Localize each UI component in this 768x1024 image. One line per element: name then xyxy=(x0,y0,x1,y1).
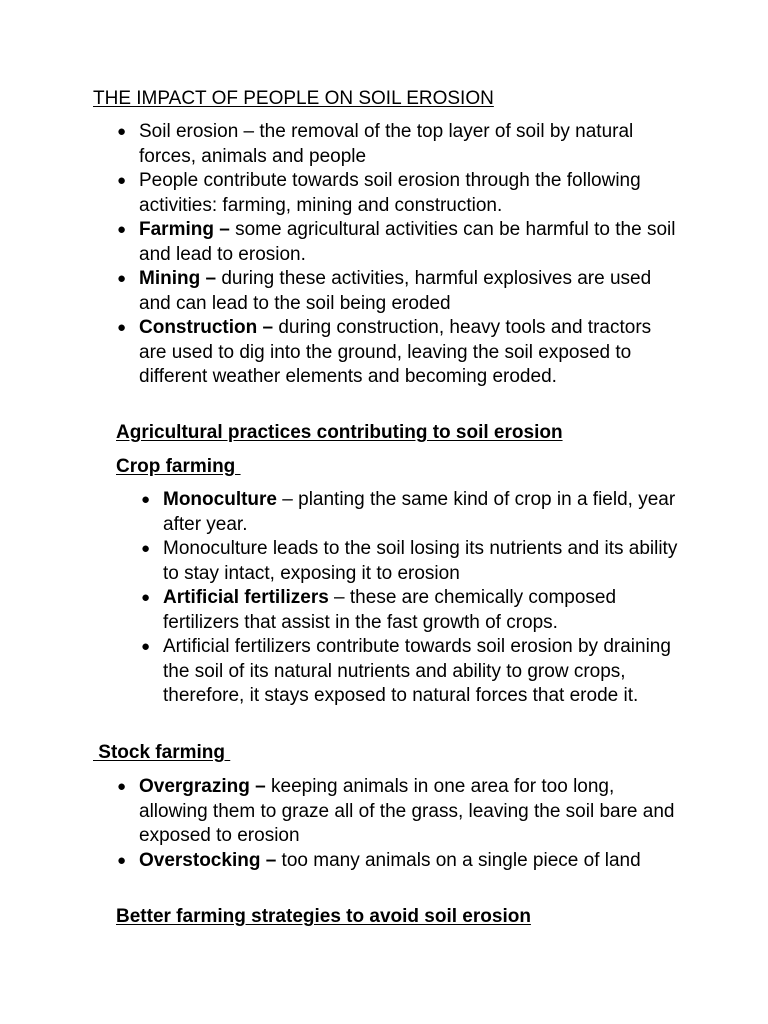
list-item-text: – planting the same kind of crop in a field, year after year. xyxy=(163,489,676,535)
list-item xyxy=(117,775,679,849)
heading-stock-farming: Stock farming xyxy=(93,742,231,763)
bullet-icon: ● xyxy=(117,221,127,238)
list-item-text: keeping animals in one area for too long, allowing them to graze all of the grass, leaving the soil bare and exposed to erosion xyxy=(139,776,675,846)
list-item xyxy=(141,488,693,537)
bullet-icon: ● xyxy=(117,270,127,287)
bullet-icon: ● xyxy=(141,540,151,557)
list-item-text: Monoculture leads to the soil losing its nutrients and its ability to stay intact, exposing it to erosion xyxy=(163,538,678,584)
list-item-text: People contribute towards soil erosion through the following activities: farming, mining and construction. xyxy=(139,170,641,216)
bullet-icon: ● xyxy=(141,491,151,508)
intro-bullet-list xyxy=(117,120,679,390)
list-item-term: Mining – xyxy=(139,268,217,289)
list-item-text: during these activities, harmful explosives are used and can lead to the soil being eroded xyxy=(139,268,652,314)
list-item xyxy=(141,537,693,586)
bullet-icon: ● xyxy=(117,778,127,795)
list-item-term: Monoculture xyxy=(163,489,277,510)
heading-agricultural-practices: Agricultural practices contributing to soil erosion xyxy=(116,422,563,443)
list-item xyxy=(141,635,693,709)
list-item-text: some agricultural activities can be harmful to the soil and lead to erosion. xyxy=(139,219,676,265)
bullet-icon: ● xyxy=(117,172,127,189)
stock-farming-bullet-list xyxy=(117,775,679,873)
list-item xyxy=(117,316,679,390)
list-item xyxy=(117,120,679,169)
list-item-text: Artificial fertilizers contribute towards soil erosion by draining the soil of its natural nutrients and ability to grow crops, therefore, it stays exposed to natural forces that erode it. xyxy=(163,636,671,706)
list-item-term: Artificial fertilizers xyxy=(163,587,329,608)
heading-better-farming-strategies: Better farming strategies to avoid soil erosion xyxy=(116,906,531,927)
list-item xyxy=(117,849,679,874)
list-item xyxy=(117,267,679,316)
bullet-icon: ● xyxy=(117,319,127,336)
list-item xyxy=(141,586,693,635)
list-item-text: too many animals on a single piece of land xyxy=(276,849,641,871)
list-item-term: Overgrazing – xyxy=(139,776,266,797)
list-item-text: during construction, heavy tools and tractors are used to dig into the ground, leaving the soil exposed to different weather elements and becoming eroded. xyxy=(139,317,652,387)
document-title: THE IMPACT OF PEOPLE ON SOIL EROSION xyxy=(93,88,494,109)
list-item-term: Overstocking – xyxy=(139,849,277,871)
bullet-icon: ● xyxy=(141,638,151,655)
list-item-text: Soil erosion – the removal of the top layer of soil by natural forces, animals and people xyxy=(139,121,634,167)
heading-crop-farming: Crop farming xyxy=(116,456,241,477)
list-item-term: Construction – xyxy=(139,317,274,338)
list-item-term: Farming – xyxy=(139,219,230,240)
list-item-text: – these are chemically composed fertilizers that assist in the fast growth of crops. xyxy=(163,587,617,633)
crop-farming-bullet-list xyxy=(141,488,693,709)
list-item xyxy=(117,218,679,267)
bullet-icon: ● xyxy=(117,851,127,869)
bullet-icon: ● xyxy=(117,123,127,140)
bullet-icon: ● xyxy=(141,589,151,606)
list-item xyxy=(117,169,679,218)
